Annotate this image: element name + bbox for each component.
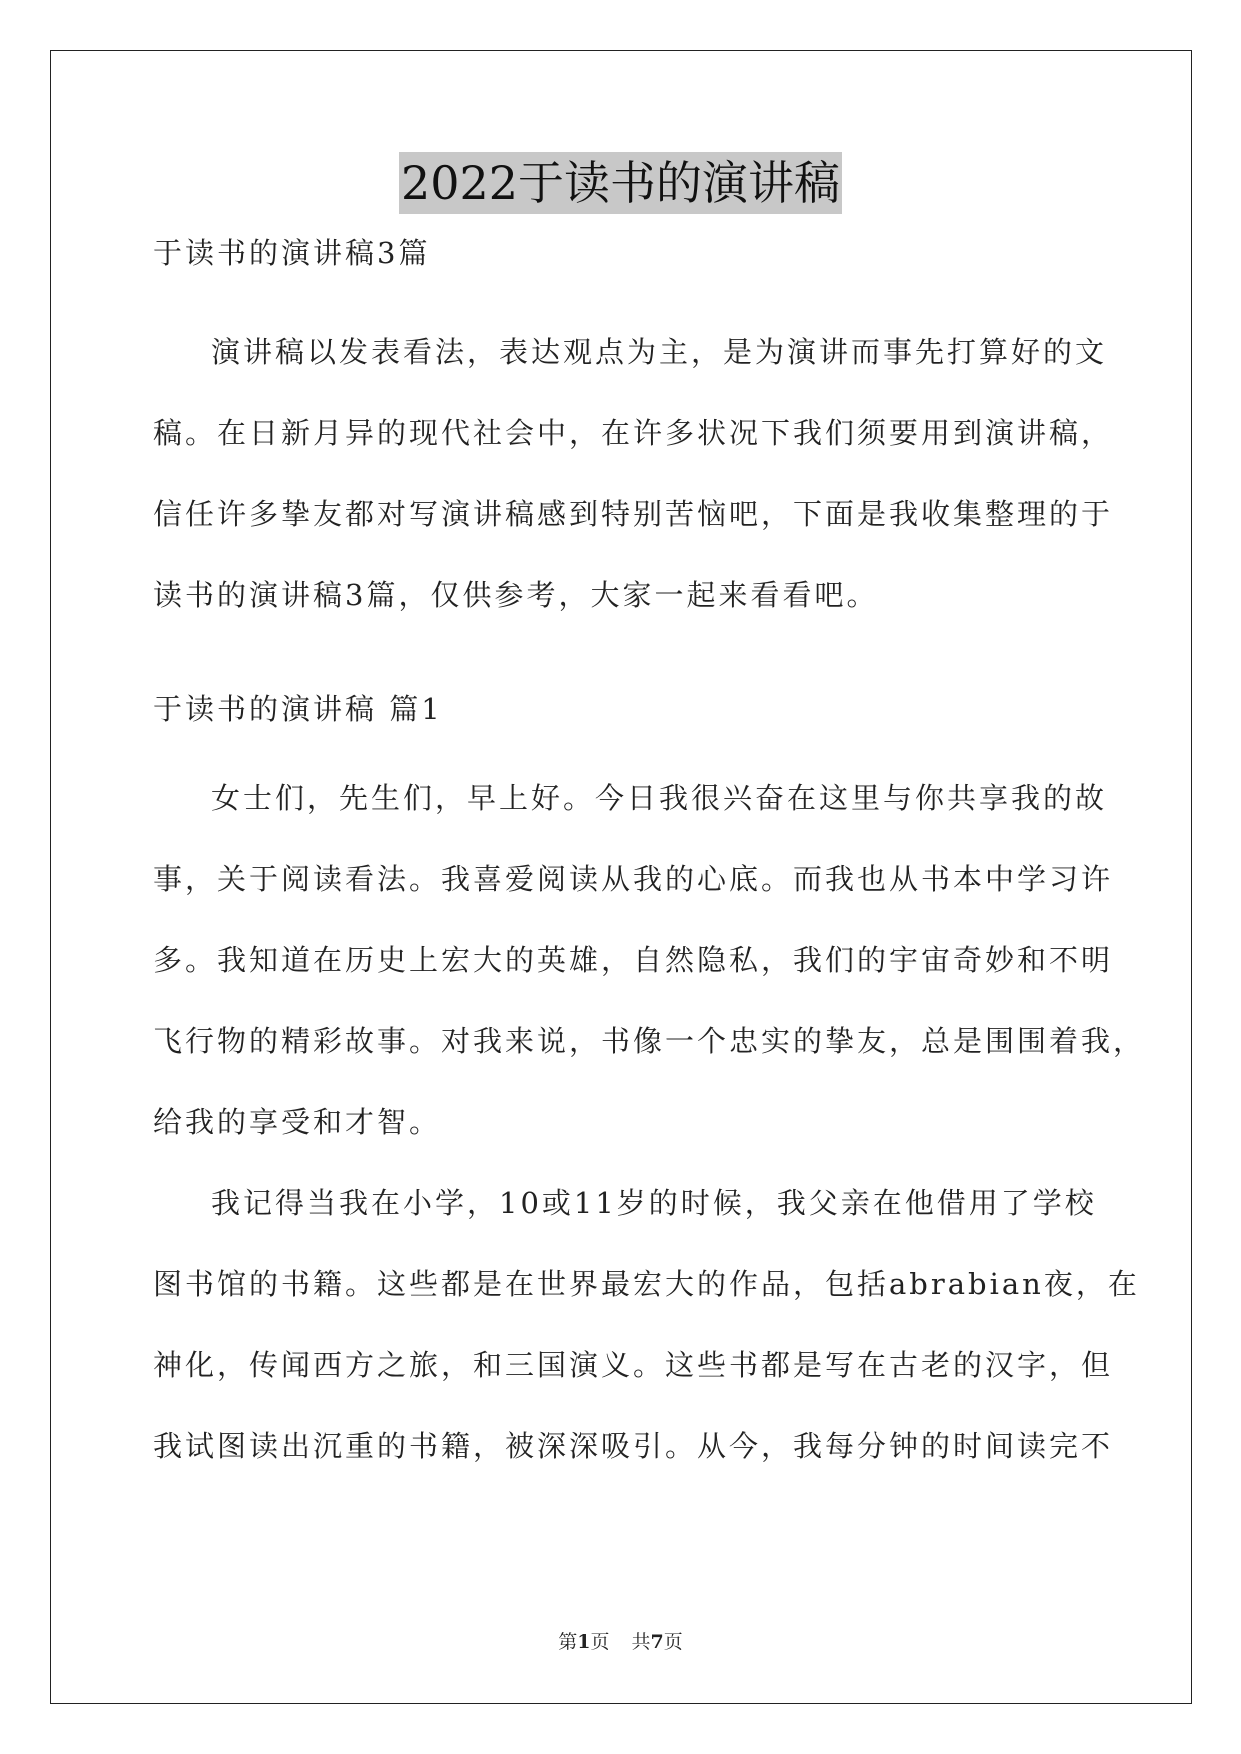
intro-paragraph [153, 312, 1114, 636]
footer-total-suffix: 页 [663, 1631, 683, 1653]
paragraph-line: 事，关于阅读看法。我喜爱阅读从我的心底。而我也从书本中学习许 [153, 862, 1114, 896]
footer-page-suffix: 页 [590, 1631, 610, 1653]
paragraph-line: 图书馆的书籍。这些都是在世界最宏大的作品，包括abrabian夜，在 [153, 1267, 1140, 1301]
intro-line: 演讲稿以发表看法，表达观点为主，是为演讲而事先打算好的文 [211, 335, 1108, 369]
paragraph-line: 我试图读出沉重的书籍，被深深吸引。从今，我每分钟的时间读完不 [153, 1429, 1114, 1463]
paragraph-1 [153, 758, 1146, 1163]
footer-page-number: 1 [577, 1631, 591, 1653]
title-container [0, 152, 1241, 214]
document-body [153, 232, 1146, 1487]
paragraph-line: 女士们，先生们，早上好。今日我很兴奋在这里与你共享我的故 [211, 781, 1108, 815]
page-footer [0, 1627, 1241, 1654]
paragraph-line: 神化，传闻西方之旅，和三国演义。这些书都是写在古老的汉字，但 [153, 1348, 1114, 1382]
document-subtitle: 于读书的演讲稿3篇 [153, 236, 431, 270]
footer-prefix: 第 [558, 1631, 578, 1653]
paragraph-line: 我记得当我在小学，10或11岁的时候，我父亲在他借用了学校 [211, 1186, 1097, 1220]
paragraph-2 [153, 1163, 1140, 1487]
intro-line: 稿。在日新月异的现代社会中，在许多状况下我们须要用到演讲稿， [153, 416, 1114, 450]
intro-line: 信任许多挚友都对写演讲稿感到特别苦恼吧，下面是我收集整理的于 [153, 497, 1114, 531]
footer-total-prefix: 共 [631, 1631, 651, 1653]
section-heading: 于读书的演讲稿 篇1 [153, 692, 443, 726]
document-title: 2022于读书的演讲稿 [399, 152, 842, 214]
paragraph-line: 给我的享受和才智。 [153, 1105, 442, 1139]
paragraph-line: 多。我知道在历史上宏大的英雄，自然隐私，我们的宇宙奇妙和不明 [153, 943, 1114, 977]
intro-line: 读书的演讲稿3篇，仅供参考，大家一起来看看吧。 [153, 578, 879, 612]
paragraph-line: 飞行物的精彩故事。对我来说，书像一个忠实的挚友，总是围围着我， [153, 1024, 1146, 1058]
footer-total-pages: 7 [650, 1631, 664, 1653]
